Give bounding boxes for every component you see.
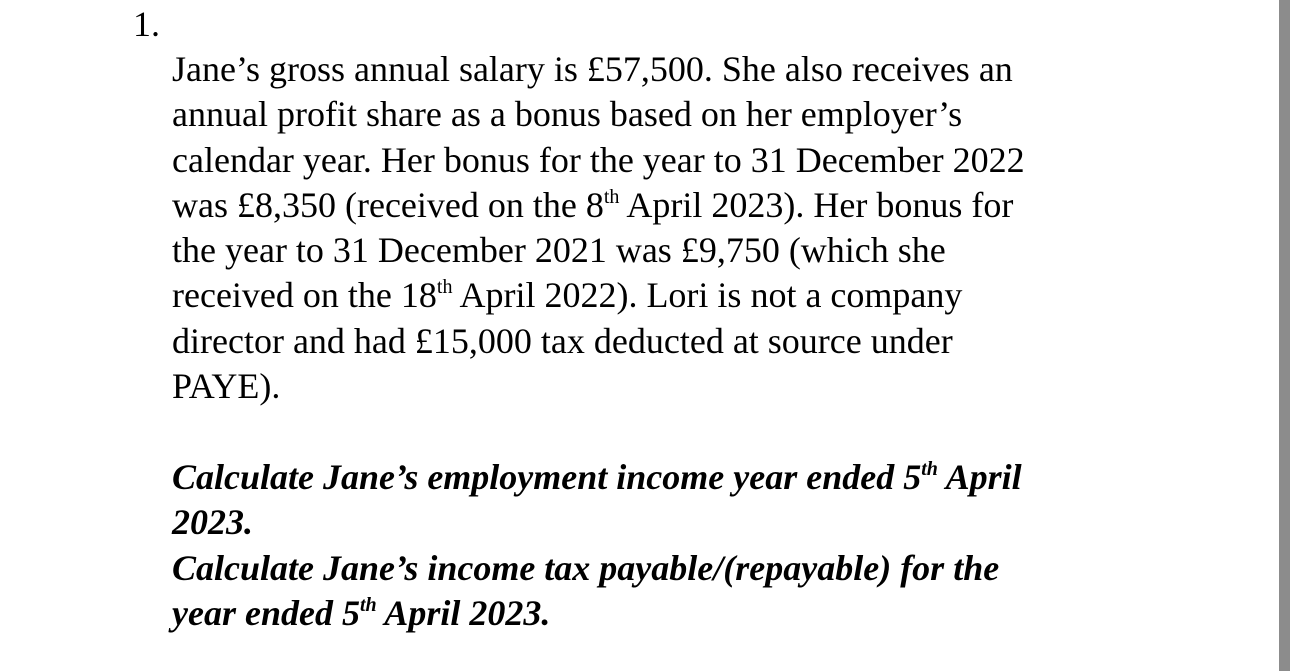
paragraph-line: Jane’s gross annual salary is £57,500. She also receives an <box>172 49 1013 89</box>
question-line: 2023. <box>172 502 253 543</box>
question-text: year ended 5 <box>172 592 360 633</box>
ordinal-suffix: th <box>603 185 620 208</box>
question-scenario-paragraph <box>172 47 1112 409</box>
paragraph-line <box>172 183 1112 228</box>
list-item-number: 1. <box>133 4 160 44</box>
paragraph-line: PAYE). <box>172 366 281 407</box>
question-line <box>172 591 1132 636</box>
question-line: Calculate Jane’s income tax payable/(repayable) for the <box>172 547 1000 588</box>
page-edge-divider <box>1279 0 1290 671</box>
ordinal-suffix: th <box>436 276 453 299</box>
paragraph-line: calendar year. Her bonus for the year to 31 December 2022 <box>172 139 1025 180</box>
ordinal-suffix: th <box>921 458 938 480</box>
paragraph-line: director and had £15,000 tax deducted at source under <box>172 320 953 361</box>
question-text: Calculate Jane’s employment income year ended 5 <box>172 457 922 497</box>
paragraph-text: April 2023). Her bonus for <box>619 184 1014 225</box>
paragraph-line <box>172 273 1112 318</box>
paragraph-text: was £8,350 (received on the 8 <box>172 184 604 225</box>
question-line <box>172 455 1132 500</box>
paragraph-text: received on the 18 <box>172 275 437 316</box>
paragraph-line: the year to 31 December 2021 was £9,750 (which she <box>172 230 946 271</box>
question-text: April <box>937 457 1022 497</box>
ordinal-suffix: th <box>359 593 377 616</box>
paragraph-text: April 2022). Lori is not a company <box>452 275 963 316</box>
question-instructions <box>172 455 1132 636</box>
question-text: April 2023. <box>376 592 551 633</box>
paragraph-line: annual profit share as a bonus based on her employer’s <box>172 94 963 135</box>
